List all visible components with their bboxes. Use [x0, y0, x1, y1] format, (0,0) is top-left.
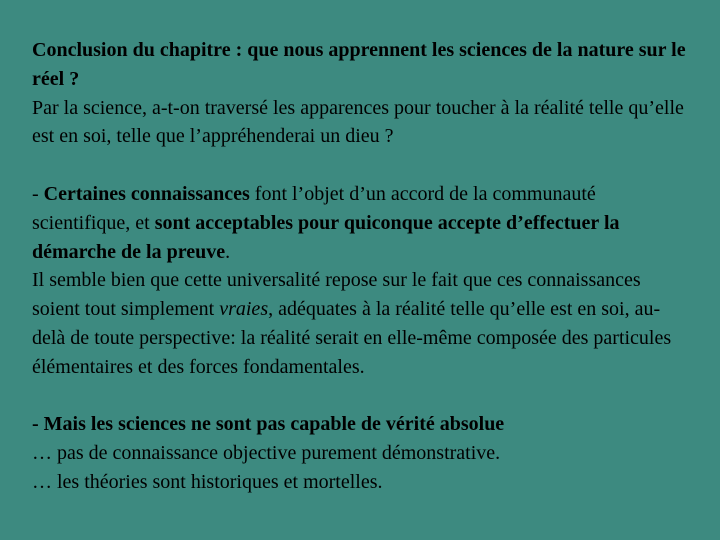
- spacer: [32, 382, 690, 411]
- slide-heading: Conclusion du chapitre : que nous apprennent les sciences de la nature sur le réel ?: [32, 39, 686, 90]
- point-one-bold-a: Certaines connaissances: [43, 182, 250, 205]
- intro-question: Par la science, a-t-on traversé les apparences pour toucher à la réalité telle qu’elle est en soi, telle que l’appréhenderai un dieu ?: [32, 96, 684, 148]
- point-one-dash: -: [32, 182, 44, 205]
- point-two-line-one: … pas de connaissance objective purement démonstrative.: [32, 442, 501, 465]
- point-two-line-two: … les théories sont historiques et mortelles.: [32, 470, 383, 493]
- explanation-text-b: , adéquates à la réalité telle qu’elle est en soi, au-delà de toute perspective: la réalité serait en elle-même composée des particules élémentaires et des forces fondamentales.: [32, 298, 672, 378]
- point-two-heading: - Mais les sciences ne sont pas capable de vérité absolue: [32, 413, 505, 436]
- explanation-italic: vraies: [219, 298, 269, 321]
- point-one-bold-b: sont acceptables pour quiconque accepte d’effectuer la démarche de la preuve: [32, 211, 620, 263]
- explanation-text-a: Il semble bien que cette universalité repose sur le fait que ces connaissances soient tout simplement: [32, 269, 641, 321]
- spacer: [32, 151, 690, 180]
- point-one-text-a: font l’objet d’un accord de la communauté scientifique, et: [32, 182, 596, 234]
- point-one: [32, 180, 690, 266]
- point-one-explanation: [32, 266, 690, 381]
- point-one-text-b: .: [225, 240, 231, 263]
